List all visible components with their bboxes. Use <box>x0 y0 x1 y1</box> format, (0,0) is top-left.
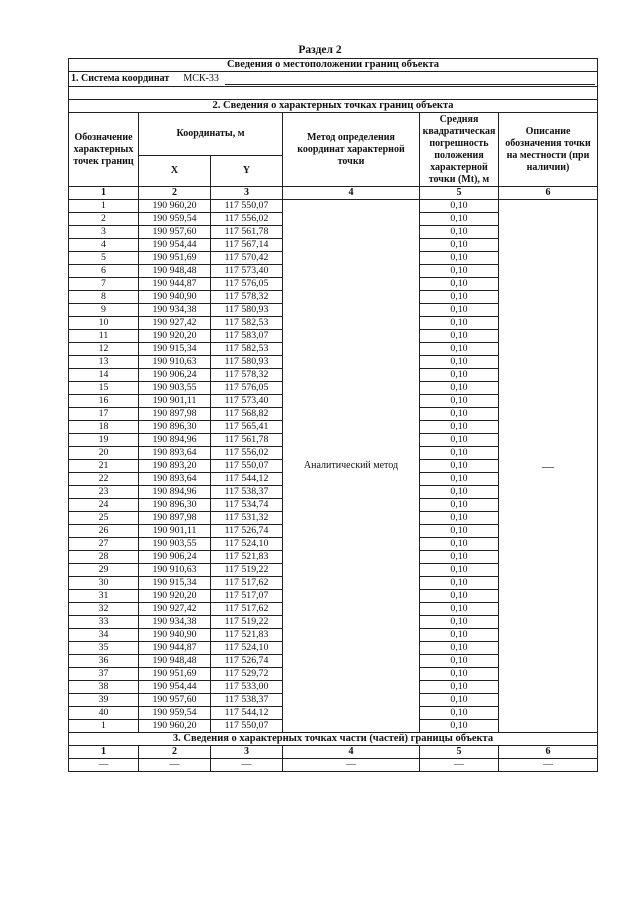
part3-title: 3. Сведения о характерных точках части (частей) границы объекта <box>69 733 598 746</box>
point-number: 20 <box>69 447 139 460</box>
point-accuracy: 0,10 <box>420 239 499 252</box>
point-accuracy: 0,10 <box>420 564 499 577</box>
header-method: Метод определения координат характерной точки <box>283 113 420 187</box>
point-y: 117 517,62 <box>211 577 283 590</box>
point-x: 190 903,55 <box>139 382 211 395</box>
point-number: 24 <box>69 499 139 512</box>
point-x: 190 959,54 <box>139 213 211 226</box>
col-number: 2 <box>139 187 211 200</box>
point-y: 117 573,40 <box>211 265 283 278</box>
point-y: 117 531,32 <box>211 512 283 525</box>
point-x: 190 903,55 <box>139 538 211 551</box>
point-x: 190 915,34 <box>139 343 211 356</box>
point-number: 12 <box>69 343 139 356</box>
point-accuracy: 0,10 <box>420 343 499 356</box>
spacer-row <box>69 87 598 100</box>
point-accuracy: 0,10 <box>420 447 499 460</box>
point-number: 38 <box>69 681 139 694</box>
point-y: 117 570,42 <box>211 252 283 265</box>
point-x: 190 940,90 <box>139 291 211 304</box>
point-x: 190 927,42 <box>139 603 211 616</box>
point-accuracy: 0,10 <box>420 720 499 733</box>
point-y: 117 582,53 <box>211 343 283 356</box>
point-number: 16 <box>69 395 139 408</box>
point-x: 190 896,30 <box>139 421 211 434</box>
point-y: 117 529,72 <box>211 668 283 681</box>
point-accuracy: 0,10 <box>420 369 499 382</box>
coord-system-label: 1. Система координат <box>71 73 170 84</box>
point-x: 190 894,96 <box>139 434 211 447</box>
point-number: 5 <box>69 252 139 265</box>
point-number: 40 <box>69 707 139 720</box>
point-number: 17 <box>69 408 139 421</box>
point-number: 18 <box>69 421 139 434</box>
col-number: 2 <box>139 746 211 759</box>
point-number: 28 <box>69 551 139 564</box>
point-number: 29 <box>69 564 139 577</box>
part3-cell: — <box>69 759 139 772</box>
point-number: 30 <box>69 577 139 590</box>
point-x: 190 934,38 <box>139 304 211 317</box>
point-y: 117 526,74 <box>211 525 283 538</box>
point-x: 190 927,42 <box>139 317 211 330</box>
coord-system-row <box>69 72 598 87</box>
point-y: 117 538,37 <box>211 486 283 499</box>
point-y: 117 519,22 <box>211 616 283 629</box>
point-number: 11 <box>69 330 139 343</box>
point-x: 190 944,87 <box>139 278 211 291</box>
point-accuracy: 0,10 <box>420 707 499 720</box>
point-number: 14 <box>69 369 139 382</box>
point-accuracy: 0,10 <box>420 213 499 226</box>
point-x: 190 960,20 <box>139 720 211 733</box>
point-y: 117 544,12 <box>211 473 283 486</box>
point-y: 117 573,40 <box>211 395 283 408</box>
point-y: 117 583,07 <box>211 330 283 343</box>
point-accuracy: 0,10 <box>420 278 499 291</box>
point-number: 32 <box>69 603 139 616</box>
point-x: 190 920,20 <box>139 330 211 343</box>
point-x: 190 940,90 <box>139 629 211 642</box>
point-x: 190 906,24 <box>139 551 211 564</box>
point-number: 6 <box>69 265 139 278</box>
point-number: 7 <box>69 278 139 291</box>
point-y: 117 561,78 <box>211 226 283 239</box>
point-y: 117 582,53 <box>211 317 283 330</box>
point-x: 190 910,63 <box>139 356 211 369</box>
point-y: 117 521,83 <box>211 551 283 564</box>
point-number: 21 <box>69 460 139 473</box>
point-x: 190 948,48 <box>139 265 211 278</box>
point-x: 190 893,20 <box>139 460 211 473</box>
point-number: 4 <box>69 239 139 252</box>
point-number: 1 <box>69 200 139 213</box>
point-accuracy: 0,10 <box>420 226 499 239</box>
point-accuracy: 0,10 <box>420 603 499 616</box>
point-y: 117 561,78 <box>211 434 283 447</box>
point-number: 31 <box>69 590 139 603</box>
point-y: 117 568,82 <box>211 408 283 421</box>
point-x: 190 957,60 <box>139 694 211 707</box>
point-accuracy: 0,10 <box>420 395 499 408</box>
point-number: 35 <box>69 642 139 655</box>
point-x: 190 957,60 <box>139 226 211 239</box>
point-x: 190 951,69 <box>139 668 211 681</box>
table-row <box>69 200 598 213</box>
point-y: 117 544,12 <box>211 707 283 720</box>
point-y: 117 576,05 <box>211 382 283 395</box>
point-accuracy: 0,10 <box>420 473 499 486</box>
point-x: 190 954,44 <box>139 239 211 252</box>
point-number: 34 <box>69 629 139 642</box>
point-number: 13 <box>69 356 139 369</box>
point-accuracy: 0,10 <box>420 330 499 343</box>
point-accuracy: 0,10 <box>420 499 499 512</box>
point-number: 39 <box>69 694 139 707</box>
point-accuracy: 0,10 <box>420 681 499 694</box>
point-x: 190 901,11 <box>139 525 211 538</box>
header-y: Y <box>211 156 283 187</box>
part3-column-numbers-row <box>69 746 598 759</box>
point-y: 117 517,07 <box>211 590 283 603</box>
point-number: 1 <box>69 720 139 733</box>
point-accuracy: 0,10 <box>420 668 499 681</box>
point-number: 19 <box>69 434 139 447</box>
point-x: 190 959,54 <box>139 707 211 720</box>
point-y: 117 521,83 <box>211 629 283 642</box>
point-x: 190 944,87 <box>139 642 211 655</box>
point-y: 117 556,02 <box>211 447 283 460</box>
point-y: 117 550,07 <box>211 200 283 213</box>
section-title: Раздел 2 <box>298 44 342 56</box>
point-y: 117 556,02 <box>211 213 283 226</box>
point-number: 36 <box>69 655 139 668</box>
point-number: 23 <box>69 486 139 499</box>
point-accuracy: 0,10 <box>420 421 499 434</box>
point-accuracy: 0,10 <box>420 356 499 369</box>
header-x: X <box>139 156 211 187</box>
point-number: 33 <box>69 616 139 629</box>
point-x: 190 951,69 <box>139 252 211 265</box>
point-x: 190 897,98 <box>139 512 211 525</box>
point-accuracy: 0,10 <box>420 551 499 564</box>
point-y: 117 578,32 <box>211 369 283 382</box>
point-x: 190 906,24 <box>139 369 211 382</box>
col-number: 5 <box>420 746 499 759</box>
point-y: 117 550,07 <box>211 460 283 473</box>
part3-cell: — <box>211 759 283 772</box>
header-point-name: Обозначение характерных точек границ <box>69 113 139 187</box>
point-number: 3 <box>69 226 139 239</box>
point-accuracy: 0,10 <box>420 512 499 525</box>
point-y: 117 538,37 <box>211 694 283 707</box>
part3-row <box>69 759 598 772</box>
point-y: 117 526,74 <box>211 655 283 668</box>
point-number: 26 <box>69 525 139 538</box>
col-number: 1 <box>69 746 139 759</box>
point-y: 117 567,14 <box>211 239 283 252</box>
point-x: 190 948,48 <box>139 655 211 668</box>
point-number: 8 <box>69 291 139 304</box>
col-number: 5 <box>420 187 499 200</box>
point-x: 190 910,63 <box>139 564 211 577</box>
boundary-table <box>68 58 598 772</box>
point-x: 190 897,98 <box>139 408 211 421</box>
point-accuracy: 0,10 <box>420 408 499 421</box>
point-y: 117 519,22 <box>211 564 283 577</box>
point-number: 10 <box>69 317 139 330</box>
point-accuracy: 0,10 <box>420 486 499 499</box>
part3-cell: — <box>420 759 499 772</box>
point-accuracy: 0,10 <box>420 616 499 629</box>
point-accuracy: 0,10 <box>420 525 499 538</box>
point-accuracy: 0,10 <box>420 434 499 447</box>
point-y: 117 576,05 <box>211 278 283 291</box>
header-accuracy: Средняя квадратическая погрешность положения характерной точки (Mt), м <box>420 113 499 187</box>
description-cell: — <box>499 200 598 733</box>
header-coordinates: Координаты, м <box>139 113 283 156</box>
point-x: 190 934,38 <box>139 616 211 629</box>
point-number: 15 <box>69 382 139 395</box>
col-number: 6 <box>499 187 598 200</box>
col-number: 6 <box>499 746 598 759</box>
point-y: 117 550,07 <box>211 720 283 733</box>
point-x: 190 893,64 <box>139 473 211 486</box>
point-accuracy: 0,10 <box>420 629 499 642</box>
point-x: 190 893,64 <box>139 447 211 460</box>
point-y: 117 580,93 <box>211 356 283 369</box>
point-accuracy: 0,10 <box>420 460 499 473</box>
point-accuracy: 0,10 <box>420 694 499 707</box>
point-number: 27 <box>69 538 139 551</box>
col-number: 4 <box>283 187 420 200</box>
point-accuracy: 0,10 <box>420 252 499 265</box>
point-number: 25 <box>69 512 139 525</box>
coord-system-value: МСК-33 <box>183 73 219 84</box>
point-accuracy: 0,10 <box>420 304 499 317</box>
point-number: 37 <box>69 668 139 681</box>
point-number: 2 <box>69 213 139 226</box>
point-y: 117 524,10 <box>211 642 283 655</box>
point-accuracy: 0,10 <box>420 655 499 668</box>
point-accuracy: 0,10 <box>420 291 499 304</box>
header-description: Описание обозначения точки на местности (при наличии) <box>499 113 598 187</box>
point-x: 190 896,30 <box>139 499 211 512</box>
point-accuracy: 0,10 <box>420 538 499 551</box>
point-accuracy: 0,10 <box>420 642 499 655</box>
coord-system-underline <box>225 73 595 85</box>
method-cell: Аналитический метод <box>283 200 420 733</box>
point-x: 190 960,20 <box>139 200 211 213</box>
point-y: 117 534,74 <box>211 499 283 512</box>
point-y: 117 565,41 <box>211 421 283 434</box>
table-title: Сведения о местоположении границ объекта <box>69 59 598 72</box>
point-number: 9 <box>69 304 139 317</box>
point-number: 22 <box>69 473 139 486</box>
point-accuracy: 0,10 <box>420 200 499 213</box>
col-number: 4 <box>283 746 420 759</box>
part3-cell: — <box>283 759 420 772</box>
point-accuracy: 0,10 <box>420 577 499 590</box>
col-number: 3 <box>211 746 283 759</box>
point-y: 117 580,93 <box>211 304 283 317</box>
point-x: 190 954,44 <box>139 681 211 694</box>
point-y: 117 517,62 <box>211 603 283 616</box>
point-x: 190 901,11 <box>139 395 211 408</box>
point-accuracy: 0,10 <box>420 590 499 603</box>
part2-title: 2. Сведения о характерных точках границ объекта <box>69 100 598 113</box>
col-number: 3 <box>211 187 283 200</box>
point-accuracy: 0,10 <box>420 317 499 330</box>
point-y: 117 578,32 <box>211 291 283 304</box>
point-x: 190 920,20 <box>139 590 211 603</box>
point-y: 117 524,10 <box>211 538 283 551</box>
point-x: 190 915,34 <box>139 577 211 590</box>
column-numbers-row <box>69 187 598 200</box>
point-x: 190 894,96 <box>139 486 211 499</box>
point-accuracy: 0,10 <box>420 265 499 278</box>
col-number: 1 <box>69 187 139 200</box>
point-y: 117 533,00 <box>211 681 283 694</box>
part3-cell: — <box>499 759 598 772</box>
part3-cell: — <box>139 759 211 772</box>
point-accuracy: 0,10 <box>420 382 499 395</box>
